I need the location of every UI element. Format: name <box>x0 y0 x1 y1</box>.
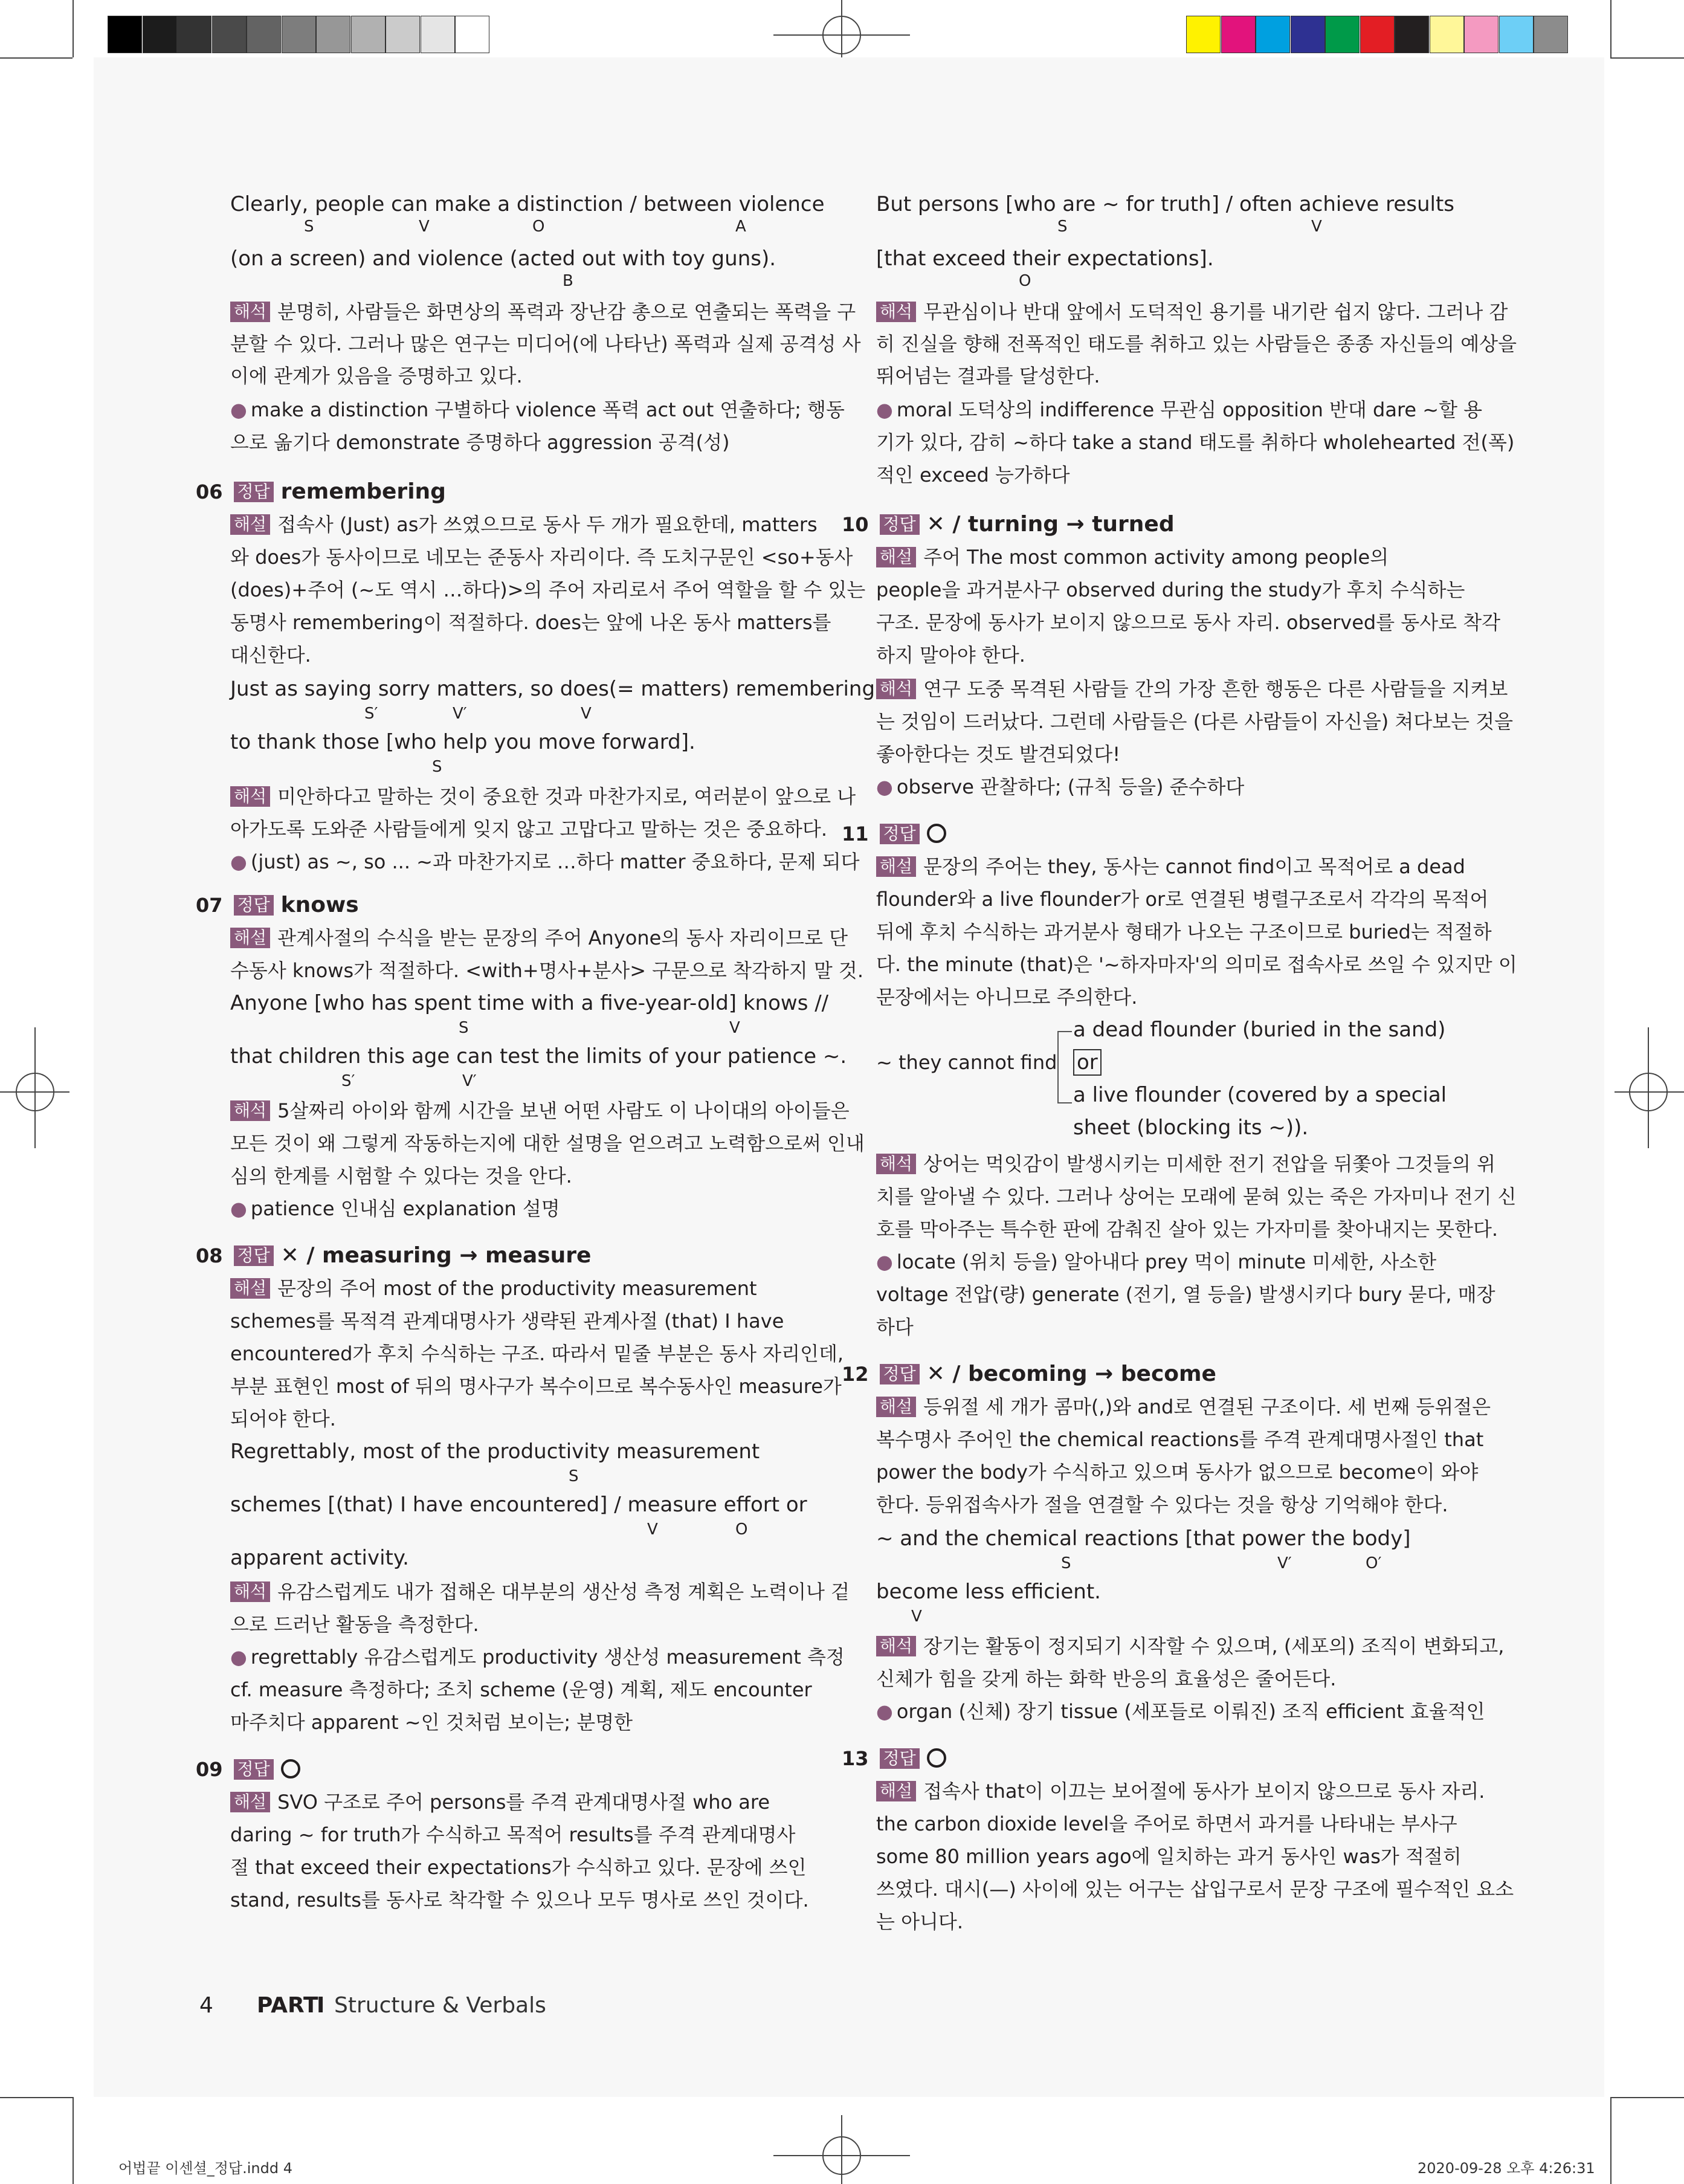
answer-heading-13: 13 정답 <box>876 1746 946 1771</box>
gray-swatch <box>455 16 489 53</box>
gray-swatch <box>421 16 455 53</box>
analysis-line: 구조. 문장에 동사가 보이지 않으므로 동사 자리. observed를 동사로 착각 <box>876 611 1501 634</box>
page-number: 4 <box>199 1993 213 2018</box>
grammar-label: O′ <box>1366 1554 1382 1572</box>
example-sentence: [that exceed their expectations]. <box>876 247 1214 271</box>
grammar-label: S <box>1057 218 1068 236</box>
structure-bracket <box>1057 1031 1072 1032</box>
vocab-line: ● make a distinction 구별하다 violence 폭력 act out 연출하다; 행동 <box>230 398 845 421</box>
color-swatch <box>1499 16 1534 53</box>
part-title: Structure & Verbals <box>334 1993 546 2018</box>
grammar-label: S′ <box>364 705 378 723</box>
vocab-line: ● patience 인내심 explanation 설명 <box>230 1197 560 1220</box>
structure-diagram-subject: ~ they cannot find <box>876 1051 1057 1074</box>
color-swatch <box>1325 16 1360 53</box>
translation-line: 히 진실을 향해 전폭적인 태도를 취하고 있는 사람들은 종종 자신들의 예상을 <box>876 332 1517 355</box>
translation-line: 는 것임이 드러났다. 그런데 사람들은 (다른 사람들이 자신을) 쳐다보는 것을 <box>876 710 1514 733</box>
translation-line: 치를 알아낼 수 있다. 그러나 상어는 모래에 묻혀 있는 죽은 가자미나 전기 신 <box>876 1185 1517 1208</box>
crop-mark <box>34 1027 36 1148</box>
gray-swatch <box>316 16 350 53</box>
analysis-line: 해설 주어 The most common activity among people의 <box>876 545 1389 569</box>
crop-mark <box>0 2097 73 2098</box>
vocab-line: ● locate (위치 등을) 알아내다 prey 먹이 minute 미세한, 사소한 <box>876 1250 1437 1273</box>
example-sentence: ~ and the chemical reactions [that power the body] <box>876 1527 1411 1551</box>
crop-mark <box>73 0 74 57</box>
example-sentence: Just as saying sorry matters, so does(= matters) remembering <box>230 677 876 701</box>
analysis-line: daring ~ for truth가 수식하고 목적어 results를 주격 관계대명사 <box>230 1823 796 1846</box>
structure-diagram-or: or <box>1073 1050 1102 1074</box>
color-swatch <box>1256 16 1290 53</box>
analysis-line: 해설 접속사 that이 이끄는 보어절에 동사가 보이지 않으므로 동사 자리. <box>876 1779 1485 1803</box>
color-swatch <box>1360 16 1395 53</box>
translation-line: 좋아한다는 것도 발견되었다! <box>876 743 1121 766</box>
vocab-line: cf. measure 측정하다; 조치 scheme (운영) 계획, 제도 encounter <box>230 1678 812 1701</box>
grammar-label: S <box>304 218 314 236</box>
vocab-line: ● moral 도덕상의 indifference 무관심 opposition 반대 dare ~할 용 <box>876 398 1483 421</box>
translation-line: 해석 미안하다고 말하는 것이 중요한 것과 마찬가지로, 여러분이 앞으로 나 <box>230 784 856 809</box>
grammar-label: A <box>735 218 746 236</box>
gray-swatch <box>212 16 247 53</box>
example-sentence: Anyone [who has spent time with a five-year-old] knows // <box>230 991 829 1015</box>
grammar-label: S′ <box>341 1072 355 1090</box>
vocab-line: voltage 전압(량) generate (전기, 열 등을) 발생시키다 bury 묻다, 매장 <box>876 1283 1495 1306</box>
vocab-line: 으로 옮기다 demonstrate 증명하다 aggression 공격(성) <box>230 431 730 454</box>
analysis-line: 다. the minute (that)은 '~하자마자'의 의미로 접속사로 쓰일 수 있지만 이 <box>876 953 1517 976</box>
vocab-line: 마주치다 apparent ~인 것처럼 보이는; 분명한 <box>230 1711 633 1734</box>
translation-line: 해석 상어는 먹잇감이 발생시키는 미세한 전기 전압을 뒤쫓아 그것들의 위 <box>876 1152 1495 1176</box>
translation-line: 아가도록 도와준 사람들에게 잊지 않고 고맙다고 말하는 것은 중요하다. <box>230 818 827 841</box>
vocab-line: ● observe 관찰하다; (규칙 등을) 준수하다 <box>876 775 1245 798</box>
example-sentence: Clearly, people can make a distinction / between violence <box>230 192 825 216</box>
structure-diagram-option: a live flounder (covered by a special <box>1073 1083 1447 1107</box>
answer-heading-12: 12 정답 ✕ / becoming → become <box>842 1362 1216 1386</box>
analysis-line: 쓰였다. 대시(—) 사이에 있는 어구는 삽입구로서 문장 구조에 필수적인 요소 <box>876 1878 1514 1901</box>
analysis-line: 해설 문장의 주어 most of the productivity measurement <box>230 1276 757 1300</box>
grammar-label: O <box>735 1520 748 1539</box>
grammar-label: S <box>569 1467 579 1485</box>
structure-bracket <box>1057 1102 1072 1103</box>
analysis-line: 해설 SVO 구조로 주어 persons를 주격 관계대명사절 who are <box>230 1790 770 1814</box>
gray-swatch <box>386 16 420 53</box>
gray-swatch <box>177 16 211 53</box>
crop-mark <box>1615 1091 1684 1093</box>
color-swatch <box>1534 16 1568 53</box>
translation-line: 뛰어넘는 결과를 달성한다. <box>876 364 1100 387</box>
analysis-line: 복수명사 주어인 the chemical reactions를 주격 관계대명사절인 that <box>876 1428 1484 1451</box>
example-sentence: apparent activity. <box>230 1546 409 1570</box>
analysis-line: people을 과거분사구 observed during the study가 후치 수식하는 <box>876 578 1465 601</box>
structure-diagram-option: sheet (blocking its ~)). <box>1073 1116 1309 1140</box>
translation-line: 해석 무관심이나 반대 앞에서 도덕적인 용기를 내기란 쉽지 않다. 그러나 감 <box>876 300 1508 324</box>
analysis-line: 해설 문장의 주어는 they, 동사는 cannot find이고 목적어로 a dead <box>876 855 1465 879</box>
crop-mark <box>73 2097 74 2184</box>
gray-swatch <box>351 16 386 53</box>
answer-heading-09: 09 정답 <box>230 1757 300 1782</box>
vocab-line: ● (just) as ~, so ... ~과 마찬가지로 …하다 matter 중요하다, 문제 되다 <box>230 850 860 873</box>
example-sentence: schemes [(that) I have encountered] / measure effort or <box>230 1493 807 1517</box>
grammar-label: V′ <box>1277 1554 1292 1572</box>
analysis-line: (does)+주어 (~도 역시 …하다)>의 주어 자리로서 주어 역할을 할 수 있는 <box>230 578 866 601</box>
crop-mark <box>0 57 73 59</box>
translation-line: 호를 막아주는 특수한 판에 감춰진 살아 있는 가자미를 찾아내지는 못한다. <box>876 1218 1499 1241</box>
translation-line: 으로 드러난 활동을 측정한다. <box>230 1613 479 1636</box>
structure-diagram-option: a dead flounder (buried in the sand) <box>1073 1018 1446 1042</box>
color-swatch <box>1464 16 1499 53</box>
vocab-line: 하다 <box>876 1316 914 1339</box>
crop-mark <box>841 2115 842 2184</box>
crop-mark <box>1610 2097 1684 2098</box>
example-sentence: (on a screen) and violence (acted out with toy guns). <box>230 247 776 271</box>
grammar-label: V <box>419 218 430 236</box>
analysis-line: 대신한다. <box>230 644 311 667</box>
answer-heading-10: 10 정답 ✕ / turning → turned <box>842 512 1175 537</box>
gray-swatch <box>143 16 177 53</box>
color-swatch <box>1186 16 1221 53</box>
grammar-label: V <box>911 1607 922 1626</box>
translation-line: 이에 관계가 있음을 증명하고 있다. <box>230 364 523 387</box>
analysis-line: stand, results를 동사로 착각할 수 있으나 모두 명사로 쓰인 것이다. <box>230 1888 809 1911</box>
grammar-label: O <box>532 218 545 236</box>
part-number: I <box>317 1993 325 2018</box>
color-swatch <box>1221 16 1256 53</box>
analysis-line: 절 that exceed their expectations가 수식하고 있다. 문장에 쓰인 <box>230 1856 807 1879</box>
example-sentence: to thank those [who help you move forward]. <box>230 730 695 754</box>
example-sentence: But persons [who are ~ for truth] / often achieve results <box>876 192 1454 216</box>
analysis-line: 부분 표현인 most of 뒤의 명사구가 복수이므로 복수동사인 measure가 <box>230 1375 842 1398</box>
translation-tag: 해석 <box>230 302 270 322</box>
analysis-line: 하지 말아야 한다. <box>876 644 1025 667</box>
analysis-line: 수동사 knows가 적절하다. <with+명사+분사> 구문으로 착각하지 말 것. <box>230 959 863 982</box>
correct-circle-icon <box>927 1748 946 1768</box>
analysis-line: encountered가 후치 수식하는 구조. 따라서 밑줄 부분은 동사 자리인데, <box>230 1342 844 1365</box>
example-sentence: that children this age can test the limits of your patience ~. <box>230 1044 847 1068</box>
translation-line: 심의 한계를 시험할 수 있다는 것을 안다. <box>230 1165 572 1187</box>
translation-line: 해석 분명히, 사람들은 화면상의 폭력과 장난감 총으로 연출되는 폭력을 구 <box>230 300 856 324</box>
crop-mark <box>1610 57 1684 59</box>
answer-heading-07: 07 정답 knows <box>196 893 359 917</box>
bullet-icon: ● <box>230 398 247 421</box>
analysis-line: 문장에서는 아니므로 주의한다. <box>876 986 1138 1009</box>
part-label: PART <box>257 1993 318 2018</box>
grammar-label: S <box>459 1019 469 1037</box>
vocab-line: 적인 exceed 능가하다 <box>876 464 1070 486</box>
translation-line: 해석 장기는 활동이 정지되기 시작할 수 있으며, (세포의) 조직이 변화되고, <box>876 1634 1504 1658</box>
color-swatch <box>1291 16 1325 53</box>
analysis-line: 뒤에 후치 수식하는 과거분사 형태가 나오는 구조이므로 buried는 적절하 <box>876 920 1492 943</box>
grammar-label: V <box>581 705 592 723</box>
translation-line: 해석 5살짜리 아이와 함께 시간을 보낸 어떤 사람도 이 나이대의 아이들은 <box>230 1099 850 1123</box>
grammar-label: B <box>563 272 573 290</box>
grammar-label: V′ <box>462 1072 477 1090</box>
grammar-label: V <box>729 1019 740 1037</box>
grammar-label: S <box>432 758 442 776</box>
analysis-line: 해설 등위절 세 개가 콤마(,)와 and로 연결된 구조이다. 세 번째 등위절은 <box>876 1395 1491 1419</box>
color-swatch <box>1395 16 1429 53</box>
analysis-line: some 80 million years ago에 일치하는 과거 동사인 was가 적절히 <box>876 1845 1462 1868</box>
analysis-line: 와 does가 동사이므로 네모는 준동사 자리이다. 즉 도치구문인 <so+동사 <box>230 546 853 569</box>
crop-mark <box>1648 1027 1649 1148</box>
vocab-line: ● regrettably 유감스럽게도 productivity 생산성 measurement 측정 <box>230 1646 845 1669</box>
answer-heading-08: 08 정답 ✕ / measuring → measure <box>196 1243 592 1268</box>
timestamp-slug: 2020-09-28 오후 4:26:31 <box>1418 2160 1595 2177</box>
analysis-line: flounder와 a live flounder가 or로 연결된 병렬구조로서 각각의 목적어 <box>876 888 1489 911</box>
translation-line: 해석 유감스럽게도 내가 접해온 대부분의 생산성 측정 계획은 노력이나 겉 <box>230 1580 850 1604</box>
correct-circle-icon <box>281 1759 300 1779</box>
grammar-label: V <box>647 1520 658 1539</box>
file-slug: 어법끝 이센셜_정답.indd 4 <box>118 2160 292 2177</box>
translation-line: 해석 연구 도중 목격된 사람들 간의 가장 흔한 행동은 다른 사람들을 지켜보 <box>876 677 1508 701</box>
analysis-line: 한다. 등위접속사가 절을 연결할 수 있다는 것을 항상 기억해야 한다. <box>876 1493 1448 1516</box>
crop-mark <box>1610 2097 1611 2184</box>
gray-swatch <box>247 16 281 53</box>
color-swatch <box>1430 16 1464 53</box>
gray-swatch <box>282 16 316 53</box>
analysis-line: power the body가 수식하고 있으며 동사가 없으므로 become이 와야 <box>876 1461 1479 1484</box>
translation-line: 신체가 힘을 갖게 하는 화학 반응의 효율성은 줄어든다. <box>876 1667 1337 1690</box>
analysis-line: 해설 관계사절의 수식을 받는 문장의 주어 Anyone의 동사 자리이므로 단 <box>230 926 848 950</box>
crop-mark <box>1610 0 1611 57</box>
translation-line: 모든 것이 왜 그렇게 작동하는지에 대한 설명을 얻으려고 노력함으로써 인내 <box>230 1132 865 1155</box>
answer-heading-06: 06 정답 remembering <box>196 479 446 504</box>
grammar-label: S <box>1061 1554 1071 1572</box>
gray-swatch <box>108 16 142 53</box>
vocab-line: ● organ (신체) 장기 tissue (세포들로 이뤄진) 조직 efficient 효율적인 <box>876 1700 1485 1723</box>
grammar-label: V′ <box>453 705 467 723</box>
grammar-label: O <box>1019 272 1031 290</box>
analysis-line: schemes를 목적격 관계대명사가 생략된 관계사절 (that) I have <box>230 1310 784 1333</box>
analysis-line: 는 아니다. <box>876 1910 963 1933</box>
example-sentence: Regrettably, most of the productivity measurement <box>230 1439 760 1464</box>
correct-circle-icon <box>927 824 946 843</box>
grammar-label: V <box>1311 218 1322 236</box>
analysis-line: the carbon dioxide level을 주어로 하면서 과거를 나타내는 부사구 <box>876 1812 1457 1835</box>
answer-heading-11: 11 정답 <box>876 822 946 846</box>
analysis-line: 되어야 한다. <box>230 1407 336 1430</box>
analysis-line: 해설 접속사 (Just) as가 쓰였으므로 동사 두 개가 필요한데, matters <box>230 512 818 537</box>
vocab-line: 기가 있다, 감히 ~하다 take a stand 태도를 취하다 wholehearted 전(폭) <box>876 431 1515 454</box>
analysis-line: 동명사 remembering이 적절하다. does는 앞에 나온 동사 matters를 <box>230 611 831 634</box>
example-sentence: become less efficient. <box>876 1580 1101 1604</box>
translation-line: 분할 수 있다. 그러나 많은 연구는 미디어(에 나타난) 폭력과 실제 공격성 사 <box>230 332 861 355</box>
